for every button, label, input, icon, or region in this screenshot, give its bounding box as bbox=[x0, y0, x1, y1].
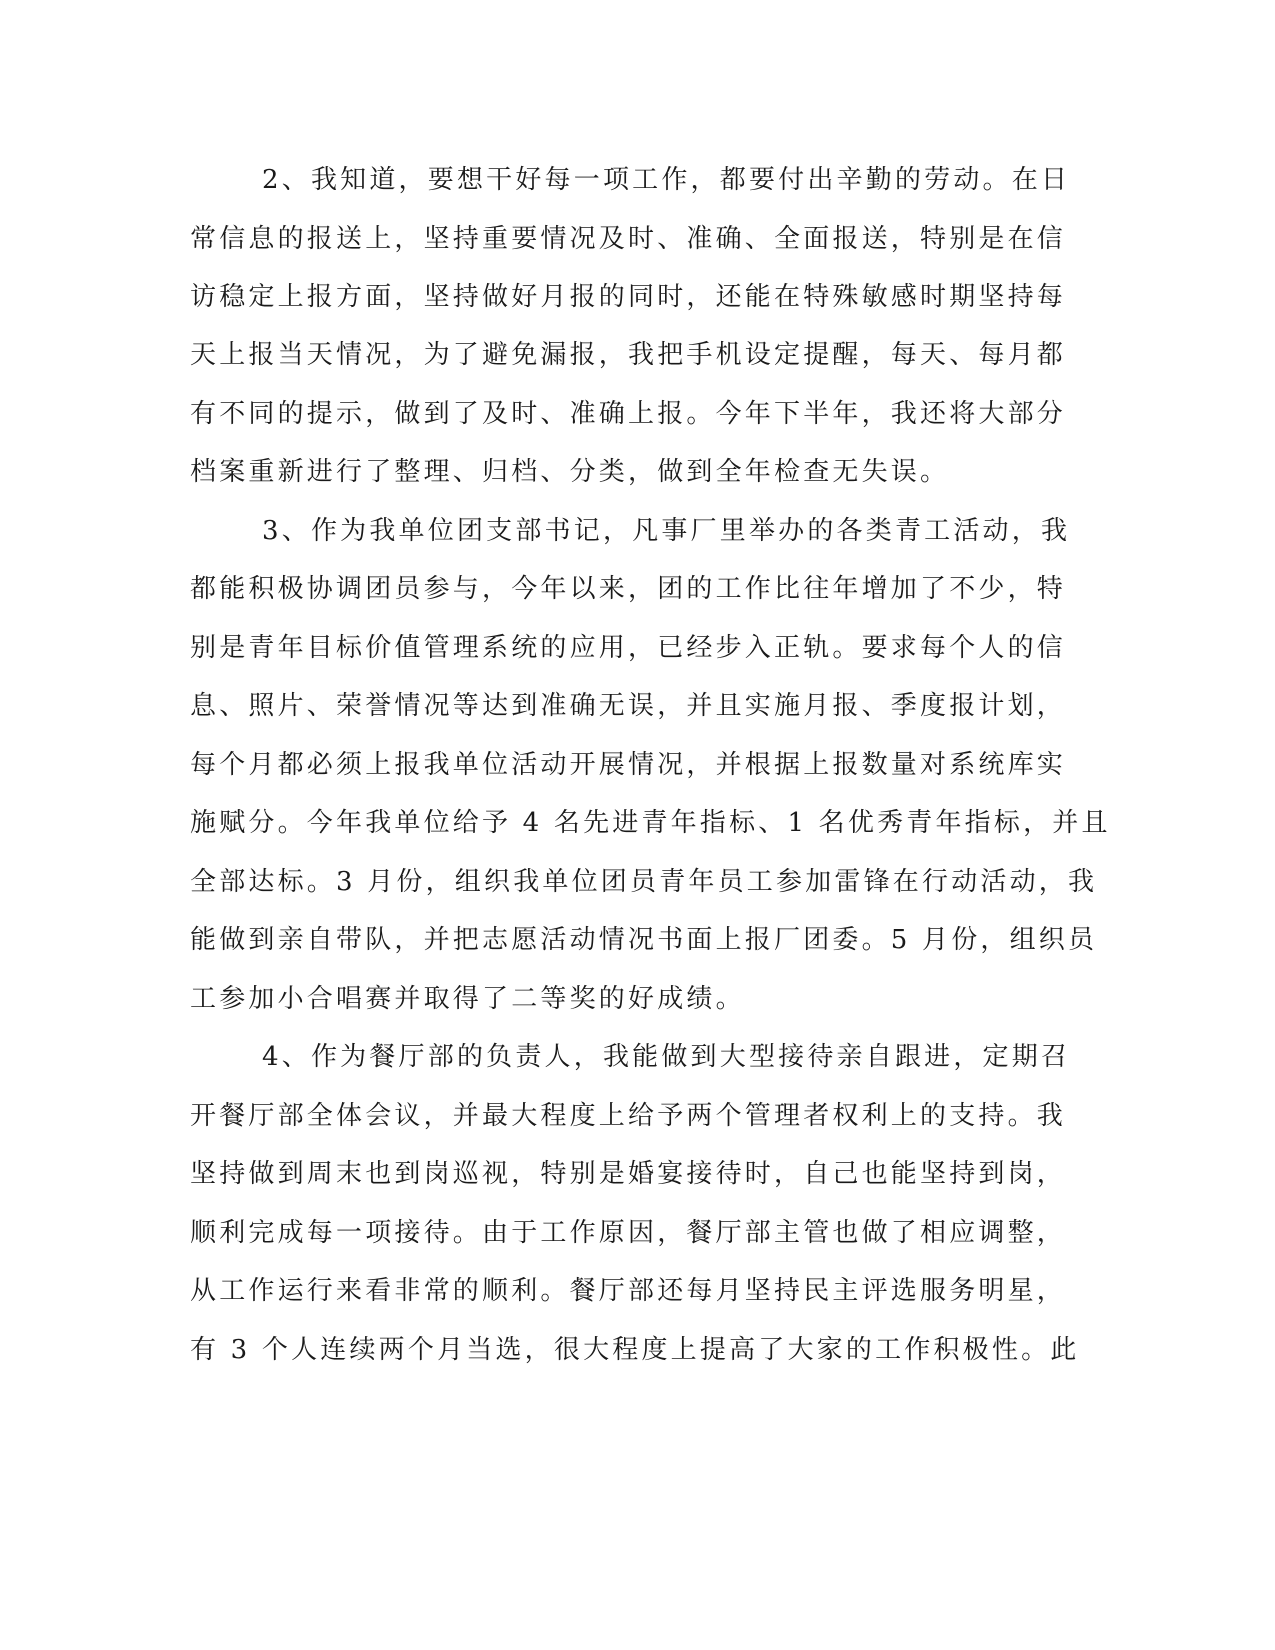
paragraph-4-line-2: 开餐厅部全体会议，并最大程度上给予两个管理者权利上的支持。我 bbox=[190, 1101, 1067, 1131]
paragraph-3-line-1: 3、作为我单位团支部书记，凡事厂里举办的各类青工活动，我 bbox=[262, 516, 1071, 546]
paragraph-3-line-2: 都能积极协调团员参与，今年以来，团的工作比往年增加了不少，特 bbox=[190, 574, 1067, 604]
paragraph-4-line-5: 从工作运行来看非常的顺利。餐厅部还每月坚持民主评选服务明星， bbox=[190, 1276, 1067, 1306]
paragraph-2-line-6: 档案重新进行了整理、归档、分类，做到全年检查无失误。 bbox=[190, 457, 950, 487]
paragraph-3-line-4: 息、照片、荣誉情况等达到准确无误，并且实施月报、季度报计划， bbox=[190, 691, 1067, 721]
paragraph-2-line-2: 常信息的报送上，坚持重要情况及时、准确、全面报送，特别是在信 bbox=[190, 224, 1067, 254]
paragraph-4-line-3: 坚持做到周末也到岗巡视，特别是婚宴接待时，自己也能坚持到岗， bbox=[190, 1159, 1067, 1189]
paragraph-4-line-6: 有 3 个人连续两个月当选，很大程度上提高了大家的工作积极性。此 bbox=[190, 1335, 1080, 1365]
paragraph-3-line-8: 能做到亲自带队，并把志愿活动情况书面上报厂团委。5 月份，组织员 bbox=[190, 925, 1098, 955]
paragraph-3-line-3: 别是青年目标价值管理系统的应用，已经步入正轨。要求每个人的信 bbox=[190, 633, 1067, 663]
paragraph-2-line-3: 访稳定上报方面，坚持做好月报的同时，还能在特殊敏感时期坚持每 bbox=[190, 282, 1067, 312]
paragraph-2-line-4: 天上报当天情况，为了避免漏报，我把手机设定提醒，每天、每月都 bbox=[190, 340, 1067, 370]
paragraph-2-line-1: 2、我知道，要想干好每一项工作，都要付出辛勤的劳动。在日 bbox=[262, 165, 1071, 195]
paragraph-3-line-7: 全部达标。3 月份，组织我单位团员青年员工参加雷锋在行动活动，我 bbox=[190, 867, 1098, 897]
paragraph-3-line-5: 每个月都必须上报我单位活动开展情况，并根据上报数量对系统库实 bbox=[190, 750, 1067, 780]
paragraph-3-line-6: 施赋分。今年我单位给予 4 名先进青年指标、1 名优秀青年指标，并且 bbox=[190, 808, 1111, 838]
paragraph-4-line-4: 顺利完成每一项接待。由于工作原因，餐厅部主管也做了相应调整， bbox=[190, 1218, 1067, 1248]
paragraph-3-line-9: 工参加小合唱赛并取得了二等奖的好成绩。 bbox=[190, 984, 745, 1014]
paragraph-2-line-5: 有不同的提示，做到了及时、准确上报。今年下半年，我还将大部分 bbox=[190, 399, 1067, 429]
paragraph-4-line-1: 4、作为餐厅部的负责人，我能做到大型接待亲自跟进，定期召 bbox=[262, 1042, 1071, 1072]
